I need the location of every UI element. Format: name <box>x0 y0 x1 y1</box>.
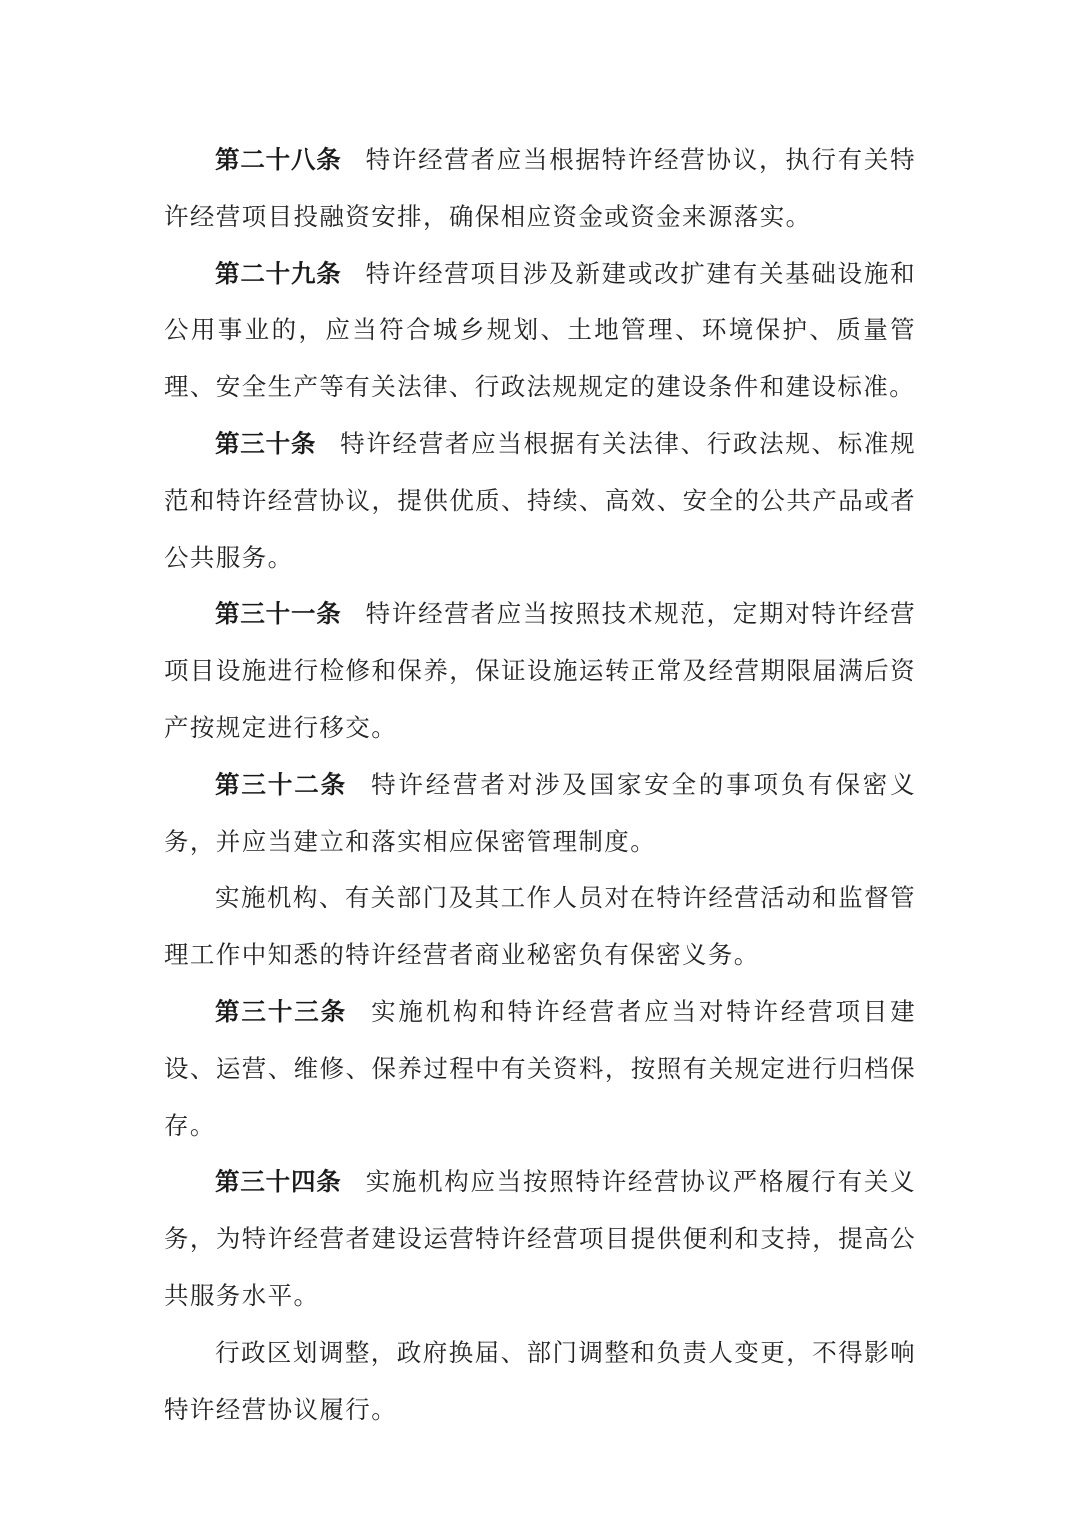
article-29-paragraph <box>164 246 916 416</box>
article-34-paragraph <box>164 1154 916 1324</box>
article-32-paragraph <box>164 757 916 871</box>
article-number: 第三十四条 <box>215 1167 342 1197</box>
article-28-paragraph <box>164 132 916 246</box>
article-text: 特许经营者对涉及国家安全的事项负有保密义务，并应当建立和落实相应保密管理制度。 <box>164 769 917 856</box>
article-text: 特许经营者应当根据特许经营协议，执行有关特许经营项目投融资安排，确保相应资金或资金来源落实。 <box>164 145 916 231</box>
article-text: 特许经营者应当根据有关法律、行政法规、标准规范和特许经营协议，提供优质、持续、高效、安全的公共产品或者公共服务。 <box>164 428 916 572</box>
article-number: 第三十二条 <box>215 769 348 799</box>
article-number: 第三十一条 <box>215 599 342 629</box>
article-32-continuation-paragraph <box>164 870 916 984</box>
article-31-paragraph <box>164 586 916 756</box>
article-text: 实施机构和特许经营者应当对特许经营项目建设、运营、维修、保养过程中有关资料，按照有关规定进行归档保存。 <box>164 996 917 1140</box>
paragraph-text: 实施机构、有关部门及其工作人员对在特许经营活动和监督管理工作中知悉的特许经营者商业秘密负有保密义务。 <box>164 883 916 970</box>
article-number: 第三十条 <box>215 428 317 458</box>
document-body <box>164 132 916 1438</box>
article-34-continuation-paragraph <box>164 1325 916 1439</box>
article-30-paragraph <box>164 416 916 586</box>
article-number: 第二十九条 <box>215 258 342 288</box>
article-number: 第二十八条 <box>215 145 342 174</box>
article-number: 第三十三条 <box>215 996 348 1026</box>
paragraph-text: 行政区划调整，政府换届、部门调整和负责人变更，不得影响特许经营协议履行。 <box>164 1337 916 1424</box>
article-text: 特许经营项目涉及新建或改扩建有关基础设施和公用事业的，应当符合城乡规划、土地管理、环境保护、质量管理、安全生产等有关法律、行政法规规定的建设条件和建设标准。 <box>164 258 916 402</box>
article-text: 特许经营者应当按照技术规范，定期对特许经营项目设施进行检修和保养，保证设施运转正常及经营期限届满后资产按规定进行移交。 <box>164 599 916 742</box>
article-text: 实施机构应当按照特许经营协议严格履行有关义务，为特许经营者建设运营特许经营项目提供便利和支持，提高公共服务水平。 <box>164 1167 916 1310</box>
article-33-paragraph <box>164 984 916 1154</box>
